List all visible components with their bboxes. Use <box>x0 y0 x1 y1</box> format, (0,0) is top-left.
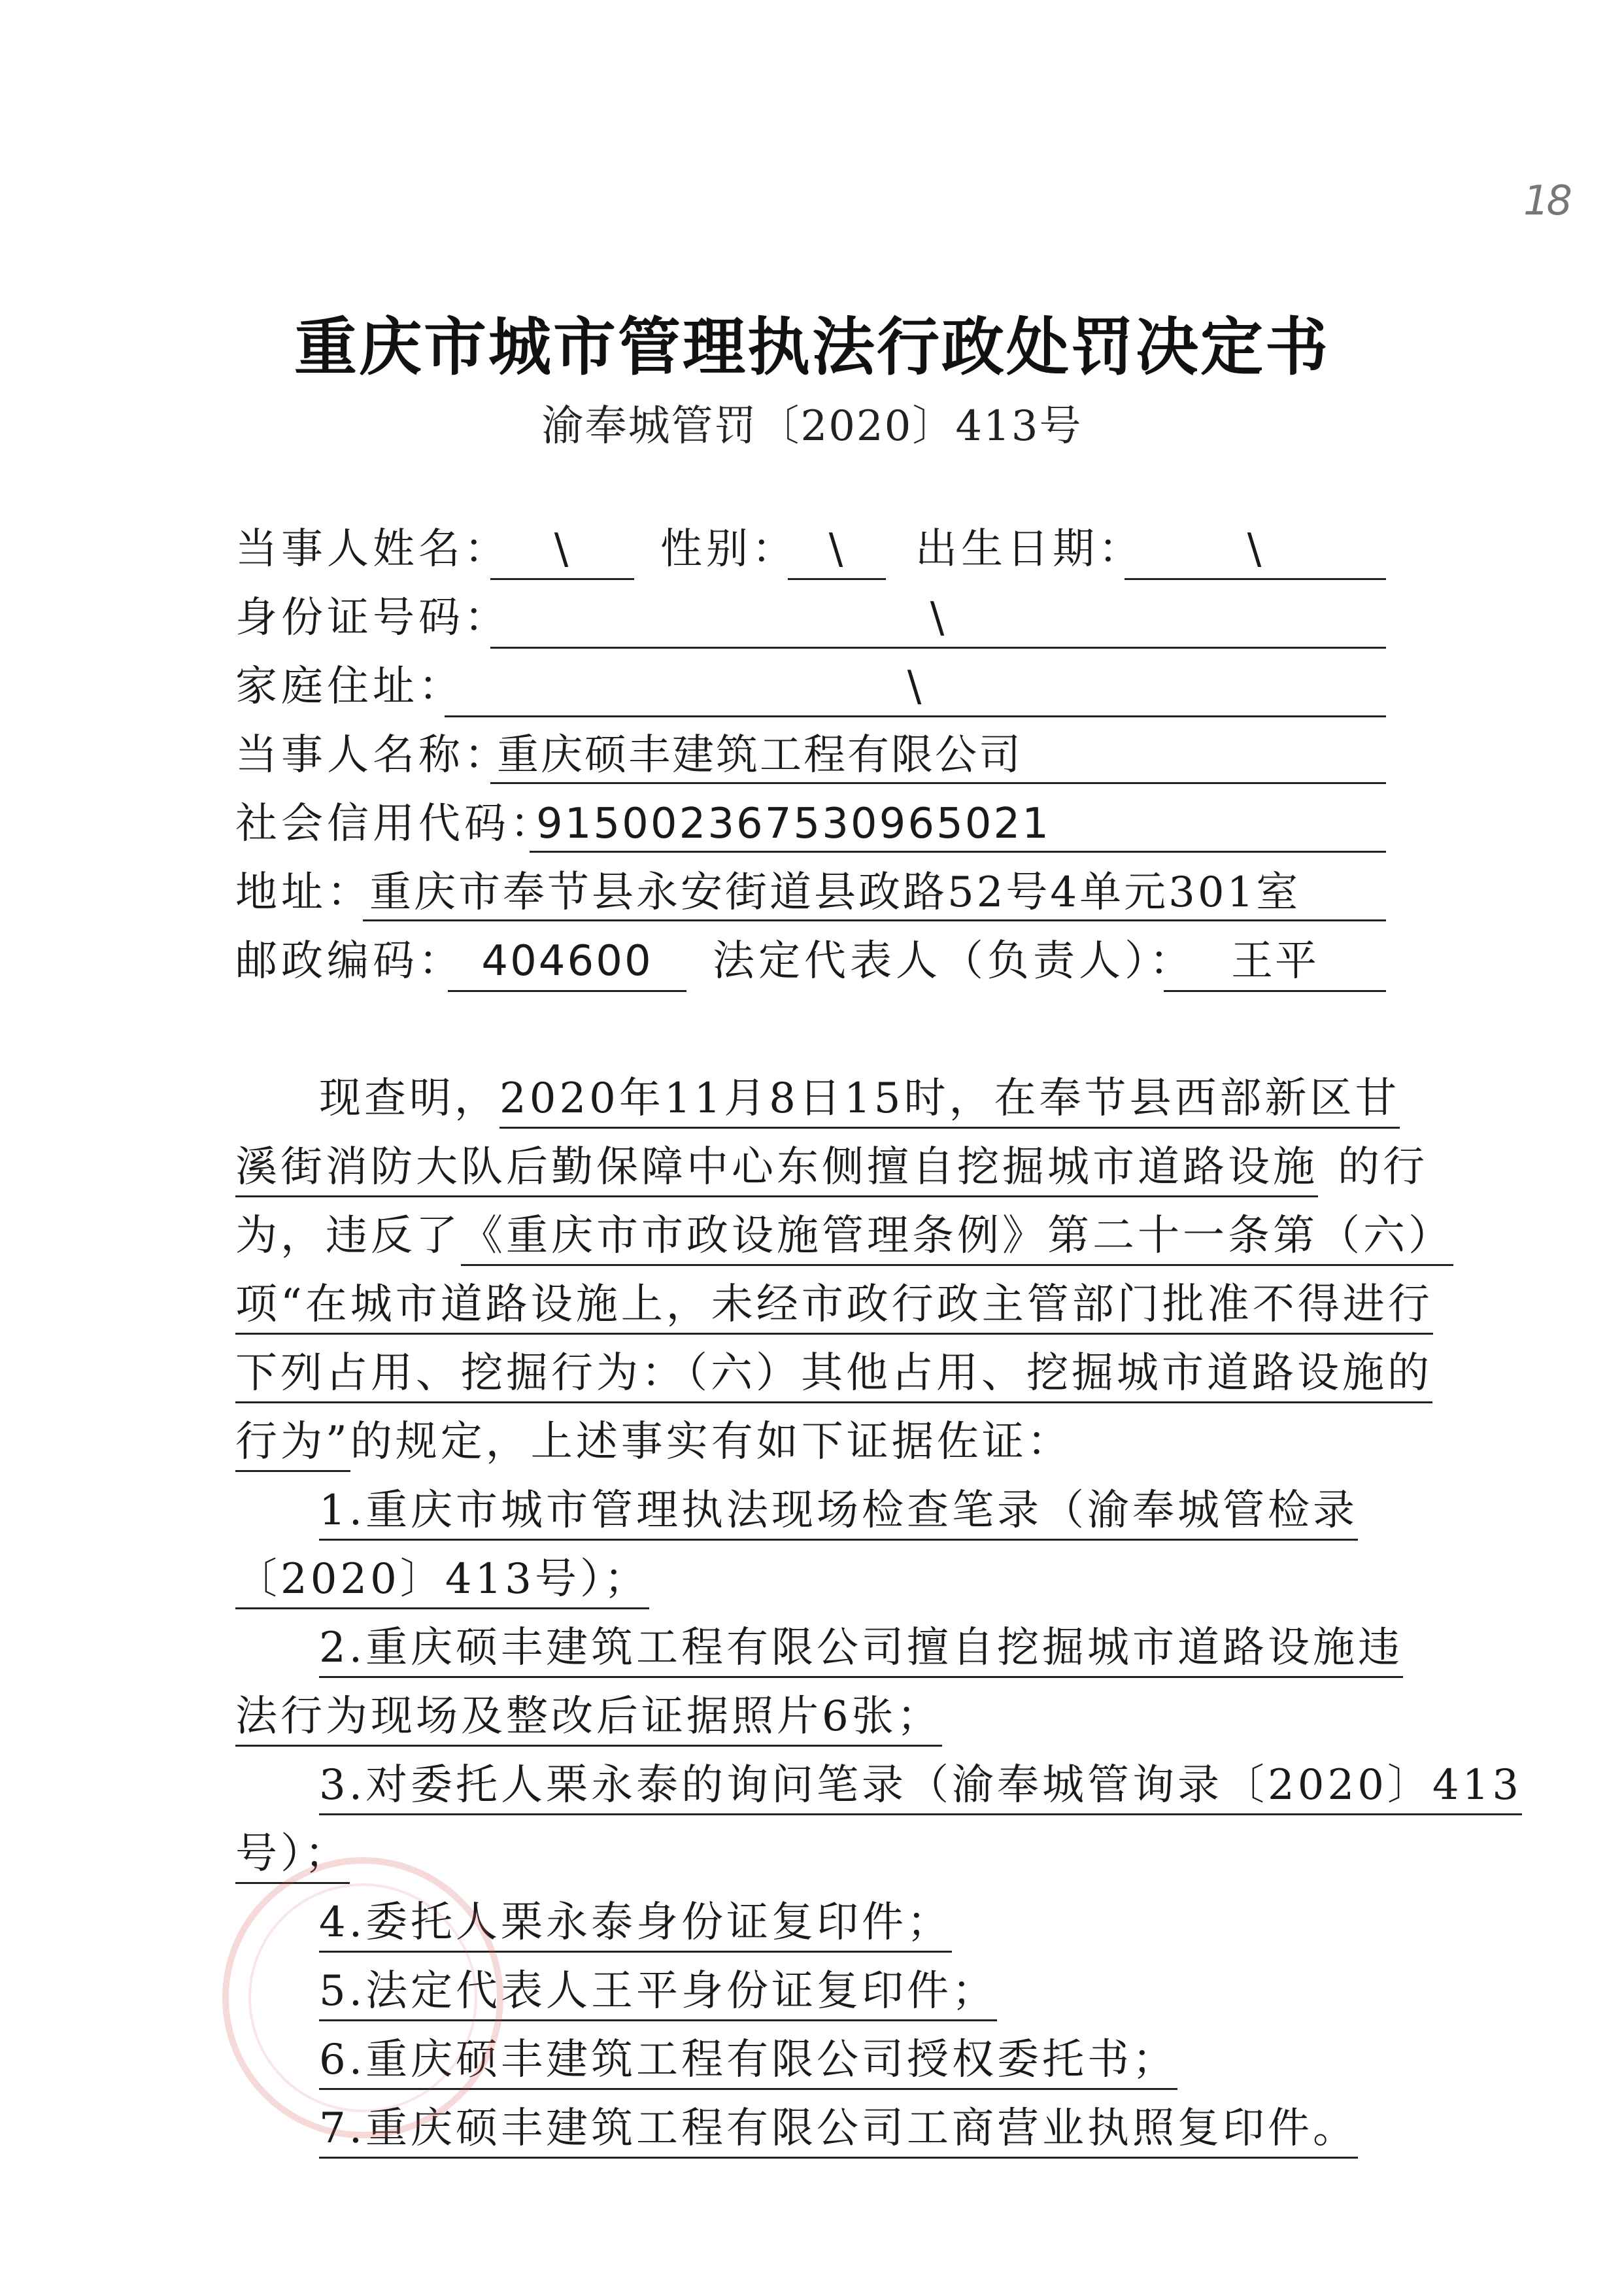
official-seal-inner-ring <box>248 1883 477 2112</box>
id-number-row <box>235 592 1386 644</box>
facts-line-6 <box>235 1416 1399 1468</box>
postal-code-label: 邮政编码： <box>235 937 464 985</box>
party-name-label: 当事人姓名： <box>235 525 510 574</box>
page-number-mark: 18 <box>1523 177 1570 224</box>
id-number-value: \ <box>490 592 1386 649</box>
facts-regulation-text: 行为” <box>235 1418 350 1472</box>
birth-date-value: \ <box>1125 523 1386 580</box>
home-address-value: \ <box>445 660 1386 717</box>
evidence-text: 号）； <box>235 1830 350 1884</box>
facts-line-4 <box>235 1278 1433 1331</box>
facts-violation-act: 溪街消防大队后勤保障中心东侧擅自挖掘城市道路设施 <box>235 1143 1318 1197</box>
legal-rep-label: 法定代表人（负责人）： <box>713 937 1195 985</box>
evidence-text: 4.委托人栗永泰身份证复印件； <box>319 1898 952 1953</box>
facts-text: 的规定，上述事实有如下证据佐证： <box>350 1418 1072 1466</box>
facts-line-2 <box>235 1141 1428 1193</box>
evidence-text: 5.法定代表人王平身份证复印件； <box>319 1967 997 2021</box>
evidence-text: 1.重庆市城市管理执法现场检查笔录（渝奉城管检录 <box>319 1486 1358 1541</box>
credit-code-value: 915002367530965021 <box>530 798 1386 853</box>
facts-text: 为，违反了 <box>235 1212 461 1260</box>
facts-intro: 现查明， <box>319 1074 499 1123</box>
evidence-item-1-cont <box>235 1553 1399 1605</box>
evidence-item-3 <box>235 1759 1523 1811</box>
company-name-label: 当事人名称： <box>235 731 510 779</box>
credit-code-row <box>235 798 1386 850</box>
evidence-text: 法行为现场及整改后证据照片6张； <box>235 1692 942 1747</box>
evidence-text: 2.重庆硕丰建筑工程有限公司擅自挖掘城市道路设施违 <box>319 1624 1403 1678</box>
evidence-text: 3.对委托人栗永泰的询问笔录（渝奉城管询录〔2020〕413 <box>319 1761 1522 1815</box>
party-name-value: \ <box>490 523 634 580</box>
evidence-text: 〔2020〕413号）； <box>235 1555 649 1609</box>
address-label: 地址： <box>235 868 373 917</box>
facts-regulation: 《重庆市市政设施管理条例》第二十一条第（六） <box>461 1212 1453 1266</box>
postal-rep-row <box>235 935 1386 987</box>
address-value: 重庆市奉节县永安街道县政路52号4单元301室 <box>363 866 1386 921</box>
birth-date-label: 出生日期： <box>915 525 1144 574</box>
evidence-item-2 <box>235 1622 1404 1674</box>
gender-label: 性别： <box>660 525 798 574</box>
credit-code-label: 社会信用代码： <box>235 800 556 848</box>
postal-code-value: 404600 <box>448 935 686 992</box>
evidence-text: 6.重庆硕丰建筑工程有限公司授权委托书； <box>319 2036 1177 2090</box>
facts-regulation-text: 项“在城市道路设施上，未经市政行政主管部门批准不得进行 <box>235 1280 1433 1335</box>
evidence-item-2-cont <box>235 1690 1399 1743</box>
company-name-value: 重庆硕丰建筑工程有限公司 <box>490 729 1386 784</box>
legal-rep-value: 王平 <box>1164 935 1386 992</box>
facts-regulation-text: 下列占用、挖掘行为：（六）其他占用、挖掘城市道路设施的 <box>235 1349 1432 1403</box>
facts-line-3 <box>235 1210 1453 1262</box>
evidence-item-1 <box>235 1484 1399 1537</box>
home-address-label: 家庭住址： <box>235 662 464 711</box>
address-row <box>235 866 1386 919</box>
facts-line-5 <box>235 1347 1432 1399</box>
document-number: 渝奉城管罚〔2020〕413号 <box>541 402 1083 451</box>
company-name-row <box>235 729 1386 781</box>
evidence-text: 7.重庆硕丰建筑工程有限公司工商营业执照复印件。 <box>319 2104 1358 2159</box>
document-title: 重庆市城市管理执法行政处罚决定书 <box>294 310 1330 384</box>
id-number-label: 身份证号码： <box>235 594 510 642</box>
home-address-row <box>235 660 1386 713</box>
facts-line-1 <box>235 1072 1399 1125</box>
facts-text: 的行 <box>1338 1143 1428 1191</box>
party-name-row <box>235 523 1386 575</box>
gender-value: \ <box>788 523 886 580</box>
facts-time-place: 2020年11月8日15时，在奉节县西部新区甘 <box>499 1074 1400 1129</box>
